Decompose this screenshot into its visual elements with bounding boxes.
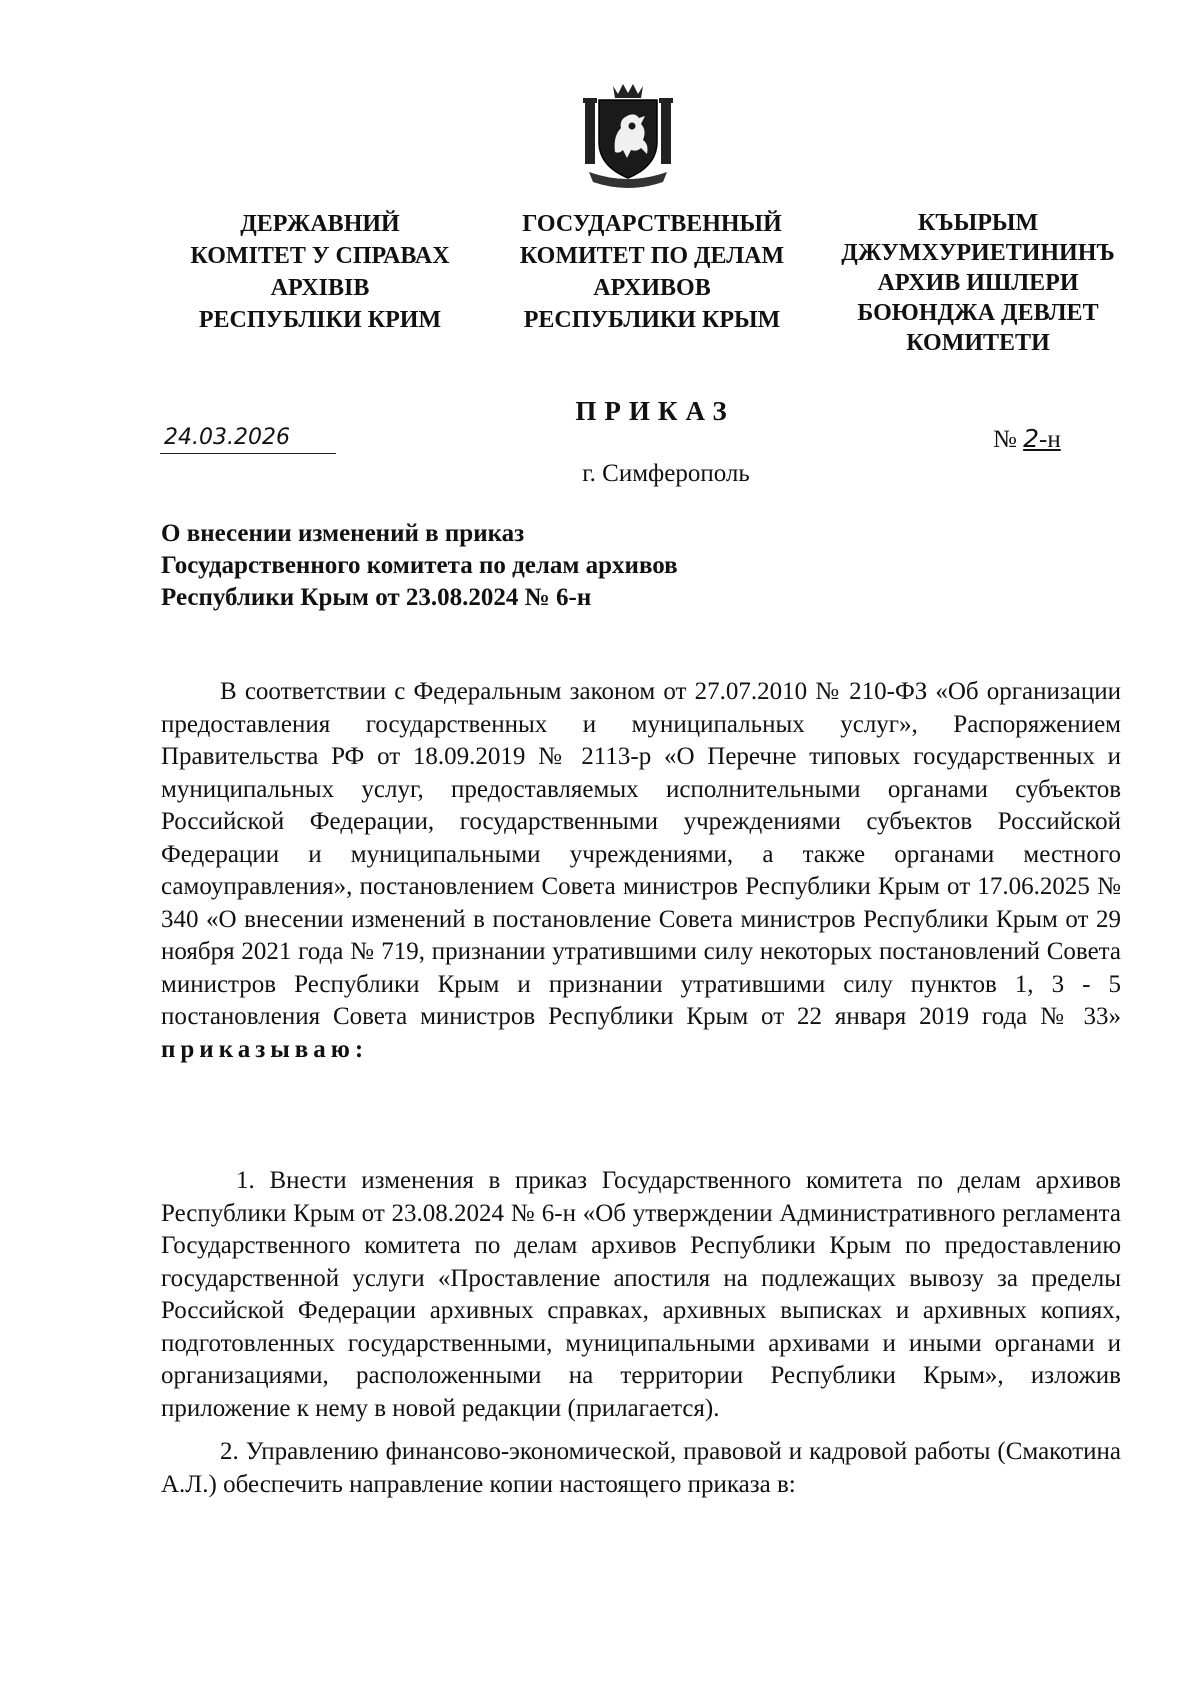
document-city: г. Симферополь	[582, 460, 750, 487]
org-ru-line: РЕСПУБЛИКИ КРЫМ	[523, 307, 781, 333]
org-ct-line: КОМИТЕТИ	[906, 330, 1050, 356]
org-ru-line: ГОСУДАРСТВЕННЫЙ	[522, 211, 782, 237]
org-name-ukrainian	[180, 208, 460, 336]
org-ct-line: БОЮНДЖА ДЕВЛЕТ	[857, 300, 1099, 326]
number-value: 2	[1023, 424, 1040, 453]
order-word: приказываю:	[161, 1035, 369, 1063]
org-name-russian	[497, 208, 807, 336]
document-subject	[161, 518, 861, 614]
number-prefix: №	[993, 426, 1017, 453]
preamble-paragraph	[161, 676, 1121, 1066]
subject-line: Республики Крым от 23.08.2024 № 6-н	[161, 584, 592, 611]
org-ua-line: РЕСПУБЛІКИ КРИМ	[198, 307, 442, 333]
org-ru-line: АРХИВОВ	[593, 275, 711, 301]
document-number	[993, 424, 1061, 454]
document-date: 24.03.2026	[160, 423, 336, 454]
org-ct-line: АРХИВ ИШЛЕРИ	[877, 270, 1079, 296]
number-suffix: -н	[1039, 426, 1061, 453]
subject-line: Государственного комитета по делам архивов	[161, 552, 678, 579]
document-type-title: ПРИКАЗ	[575, 396, 735, 426]
crimea-coat-of-arms-icon	[583, 82, 673, 192]
org-ua-line: ДЕРЖАВНИЙ	[240, 211, 400, 237]
item-2-paragraph: 2. Управлению финансово-экономической, правовой и кадровой работы (Смакотина А.Л.) обеспечить направление копии настоящего приказа в:	[161, 1438, 1121, 1498]
org-ua-line: КОМІТЕТ У СПРАВАХ	[190, 243, 450, 269]
org-name-crimean-tatar	[828, 208, 1128, 358]
preamble-text: В соответствии с Федеральным законом от 27.07.2010 № 210-ФЗ «Об организации предоставления государственных и муниципальных услуг», Распоряжением Правительства РФ от 18.09.2019 № 2113-р «О Перечне типовых государственных и муниципальных услуг, предоставляемых исполнительными органами субъектов Российской Федерации, государственными учреждениями субъектов Российской Федерации и муниципальными учреждениями, а также органами местного самоуправления», постановлением Совета министров Республики Крым от 17.06.2025 № 340 «О внесении изменений в постановление Совета министров Республики Крым от 29 ноября 2021 года № 719, признании утратившими силу некоторых постановлений Совета министров Республики Крым и признании утратившими силу пунктов 1, 3 - 5 постановления Совета министров Республики Крым от 22 января 2019 года № 33»	[161, 678, 1121, 1030]
org-ua-line: АРХІВІВ	[270, 275, 370, 301]
org-ct-line: КЪЫРЫМ	[917, 210, 1039, 236]
item-1-paragraph: 1. Внести изменения в приказ Государственного комитета по делам архивов Республики Крым от 23.08.2024 № 6-н «Об утверждении Административного регламента Государственного комитета по делам архивов Республики Крым по предоставлению государственной услуги «Проставление апостиля на подлежащих вывозу за пределы Российской Федерации архивных справках, архивных выписках и архивных копиях, подготовленных государственными, муниципальными архивами и иными органами и организациями, расположенными на территории Республики Крым», изложив приложение к нему в новой редакции (прилагается).	[161, 1167, 1121, 1422]
org-ru-line: КОМИТЕТ ПО ДЕЛАМ	[519, 243, 785, 269]
org-ct-line: ДЖУМХУРИЕТИНИНЪ	[841, 240, 1115, 266]
subject-line: О внесении изменений в приказ	[161, 520, 525, 547]
